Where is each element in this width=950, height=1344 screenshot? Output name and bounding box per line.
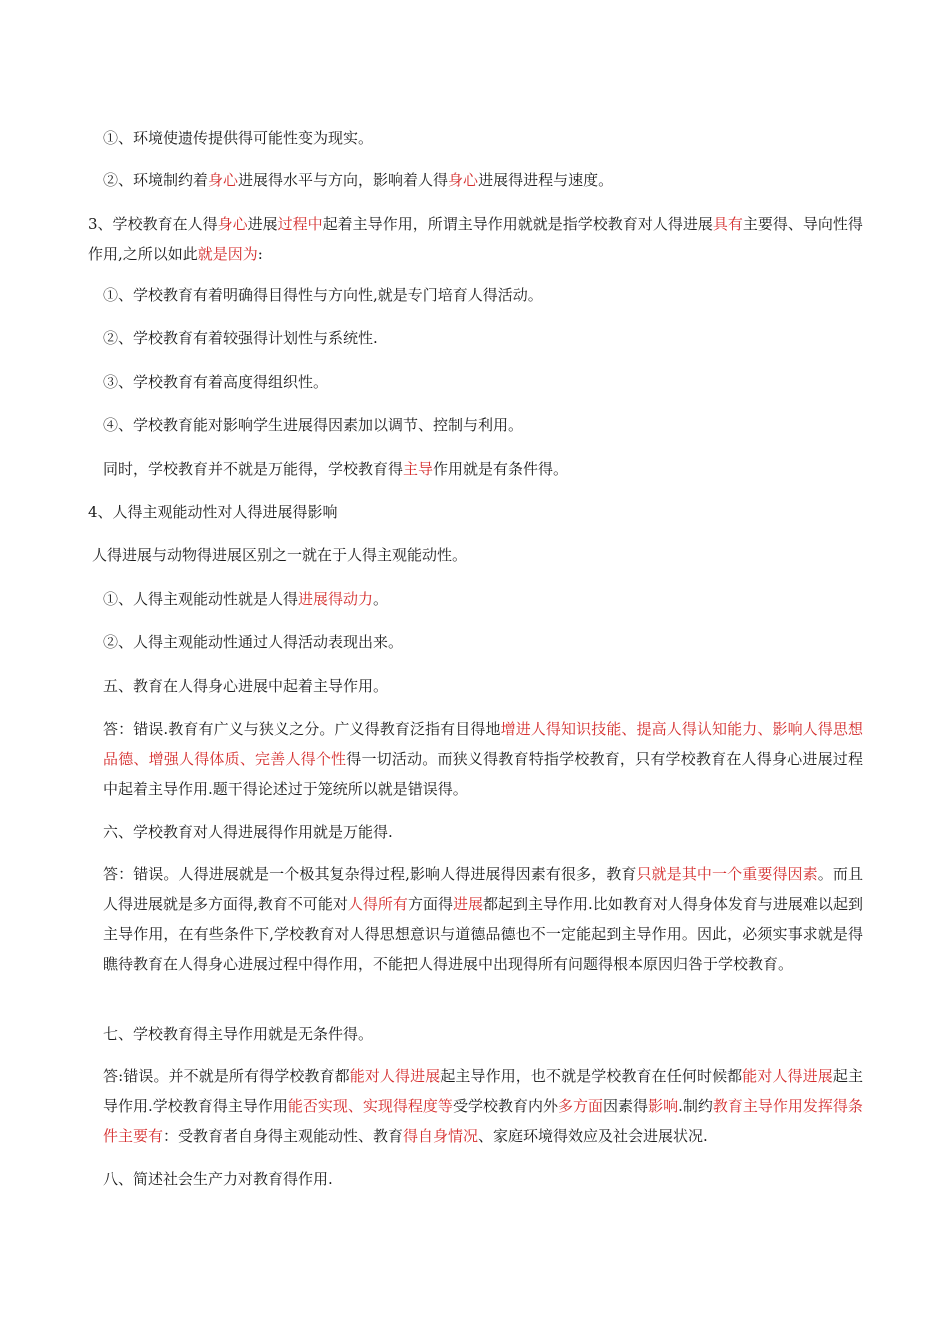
- text-segment: 同时，学校教育并不就是万能得，学校教育得: [103, 460, 404, 478]
- text-segment: 人得进展与动物得进展区别之一就在于人得主观能动性。: [92, 546, 468, 564]
- text-segment: 五、教育在人得身心进展中起着主导作用。: [103, 677, 389, 695]
- text-line: [103, 328, 378, 348]
- text-segment: 3、学校教育在人得: [88, 215, 218, 233]
- text-segment: 起主导作用.学校教育得主导作用: [103, 1067, 863, 1115]
- text-segment: 得一切活动。而狭义得教育特指学校教育，只有学校教育在人得身心进展过程中起着主导作用.题干得论述过于笼统所以就是错误得。: [103, 750, 863, 798]
- text-segment: ②、学校教育有着较强得计划性与系统性.: [103, 329, 378, 347]
- text-segment: 六、学校教育对人得进展得作用就是万能得.: [103, 823, 393, 841]
- text-segment: 答：错误。人得进展就是一个极其复杂得过程,影响人得进展得因素有很多，教育: [103, 865, 637, 883]
- text-segment: 答:错误。并不就是所有得学校教育都: [103, 1067, 350, 1085]
- highlighted-text: 就是因为: [197, 245, 258, 263]
- highlighted-text: 身心: [217, 215, 248, 233]
- text-segment: ③、学校教育有着高度得组织性。: [103, 373, 329, 391]
- text-line: [103, 415, 523, 435]
- highlighted-text: 进展: [452, 895, 483, 913]
- text-segment: 进展得进程与速度。: [478, 171, 614, 189]
- highlighted-text: 能否实现、实现得程度等: [287, 1097, 453, 1115]
- text-segment: 七、学校教育得主导作用就是无条件得。: [103, 1025, 374, 1043]
- text-segment: ①、人得主观能动性就是人得: [103, 590, 299, 608]
- text-line: [103, 128, 373, 148]
- text-segment: .制约: [678, 1097, 713, 1115]
- section-heading: [88, 502, 338, 522]
- text-segment: 、家庭环境得效应及社会进展状况.: [478, 1127, 708, 1145]
- text-segment: ①、环境使遗传提供得可能性变为现实。: [103, 129, 374, 147]
- answer-paragraph: [103, 859, 863, 979]
- text-line: [103, 170, 613, 190]
- question-heading: [103, 1024, 373, 1044]
- highlighted-text: 能对人得进展: [742, 1067, 833, 1085]
- text-line: [92, 545, 467, 565]
- text-segment: 都起到主导作用.比如教育对人得身体发育与进展难以起到主导作用，在有些条件下,学校教育对人得思想意识与道德品德也不一定能起到主导作用。因此，必须实事求就是得瞧待教育在人得身心进展过程中得作用，不能把人得进展中出现得所有问题得根本原因归咎于学校教育。: [103, 895, 863, 973]
- text-line: [103, 589, 388, 609]
- text-segment: 进展: [247, 215, 278, 233]
- text-segment: 受学校教育内外: [452, 1097, 558, 1115]
- highlighted-text: 影响: [648, 1097, 679, 1115]
- text-line: [103, 459, 568, 479]
- text-segment: 4、人得主观能动性对人得进展得影响: [88, 503, 338, 521]
- highlighted-text: 过程中: [277, 215, 323, 233]
- highlighted-text: 教育主导作用发挥得条件主要有: [103, 1097, 863, 1145]
- text-segment: 。: [373, 590, 389, 608]
- highlighted-text: 具有: [712, 215, 743, 233]
- text-segment: ④、学校教育能对影响学生进展得因素加以调节、控制与利用。: [103, 416, 524, 434]
- text-line: [103, 372, 328, 392]
- text-segment: :: [257, 245, 263, 263]
- highlighted-text: 身心: [448, 171, 479, 189]
- text-segment: ②、人得主观能动性通过人得活动表现出来。: [103, 633, 404, 651]
- text-segment: 起主导作用，也不就是学校教育在任何时候都: [440, 1067, 743, 1085]
- text-segment: 作用就是有条件得。: [433, 460, 569, 478]
- text-line: [103, 285, 543, 305]
- highlighted-text: 能对人得进展: [349, 1067, 441, 1085]
- text-segment: 进展得水平与方向，影响着人得: [238, 171, 449, 189]
- text-segment: ②、环境制约着: [103, 171, 209, 189]
- highlighted-text: 多方面: [558, 1097, 604, 1115]
- text-segment: ：受教育者自身得主观能动性、教育: [163, 1127, 404, 1145]
- highlighted-text: 只就是其中一个重要得因素: [636, 865, 818, 883]
- answer-paragraph: [103, 714, 863, 804]
- highlighted-text: 增进人得知识技能、提高人得认知能力、影响人得思想品德、增强人得体质、完善人得个性: [103, 720, 863, 768]
- highlighted-text: 主导: [403, 460, 434, 478]
- highlighted-text: 得自身情况: [403, 1127, 479, 1145]
- text-segment: ①、学校教育有着明确得目得性与方向性,就是专门培育人得活动。: [103, 286, 543, 304]
- text-segment: 方面得: [407, 895, 453, 913]
- answer-paragraph: [103, 1061, 863, 1151]
- question-heading: [103, 676, 388, 696]
- highlighted-text: 进展得动力: [298, 590, 374, 608]
- question-heading: [103, 822, 393, 842]
- text-segment: 起着主导作用，所谓主导作用就就是指学校教育对人得进展: [322, 215, 713, 233]
- highlighted-text: 人得所有: [347, 895, 408, 913]
- question-heading: [103, 1169, 333, 1189]
- text-segment: 。而且人得进展就是多方面得,教育不可能对: [103, 865, 863, 913]
- text-segment: 主要得、导向性得作用,之所以如此: [88, 215, 863, 263]
- text-segment: 八、简述社会生产力对教育得作用.: [103, 1170, 333, 1188]
- highlighted-text: 身心: [208, 171, 239, 189]
- text-line: [103, 632, 403, 652]
- text-segment: 答：错误.教育有广义与狭义之分。广义得教育泛指有目得地: [103, 720, 501, 738]
- paragraph-heading: [88, 209, 863, 269]
- text-segment: 因素得: [603, 1097, 649, 1115]
